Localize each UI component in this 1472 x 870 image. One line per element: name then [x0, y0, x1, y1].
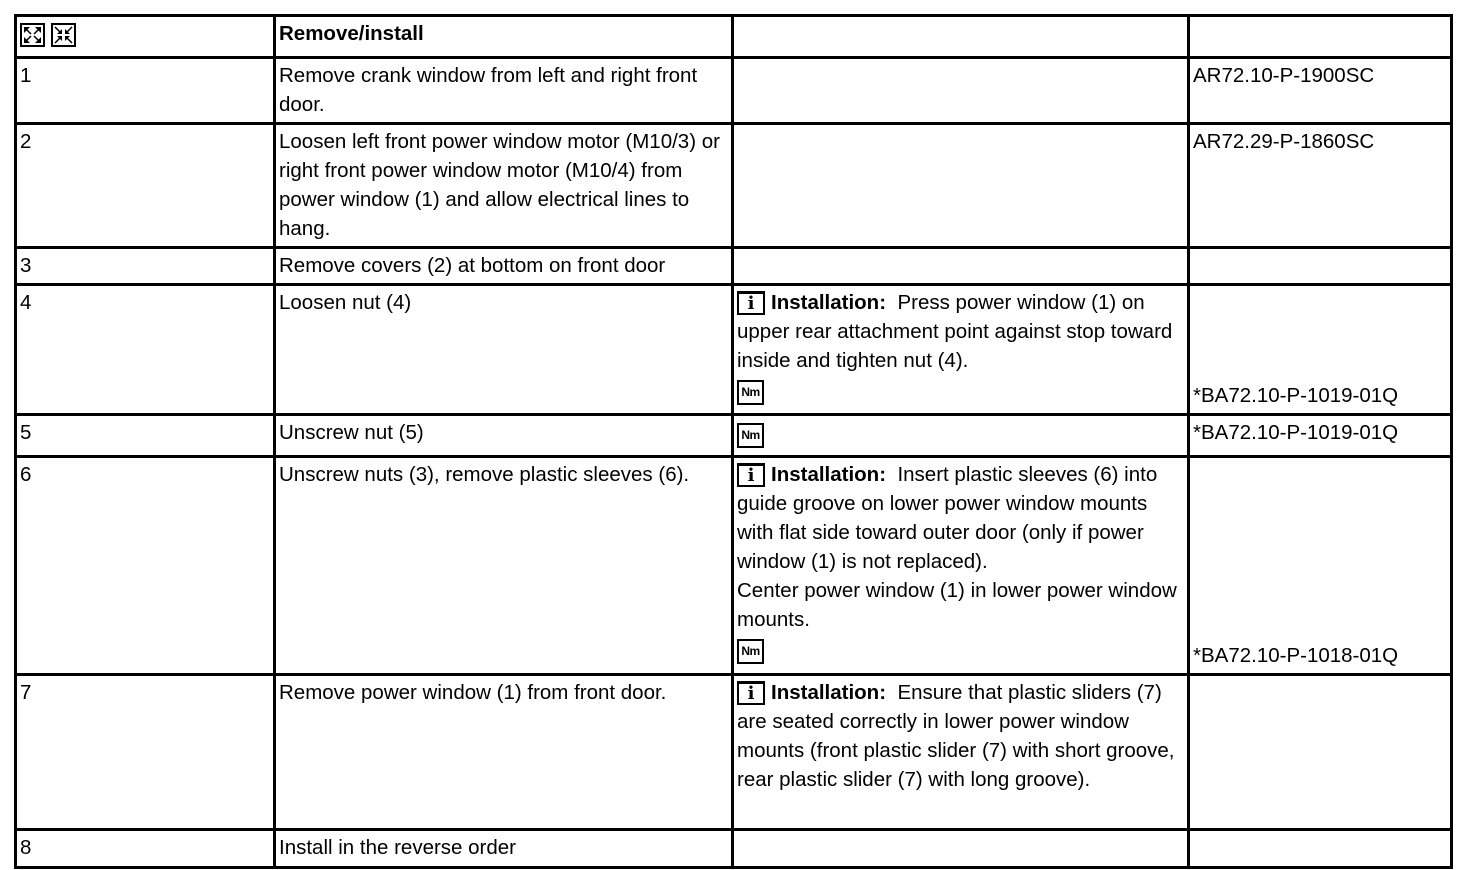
torque-icon[interactable]: Nm	[737, 380, 764, 405]
step-note	[733, 248, 1189, 285]
step-reference-cell	[1189, 285, 1452, 415]
step-note	[733, 124, 1189, 248]
step-text: Remove covers (2) at bottom on front door	[275, 248, 733, 285]
info-icon[interactable]: i	[737, 291, 765, 315]
step-number: 2	[16, 124, 275, 248]
table-row	[16, 248, 1452, 285]
table-row	[16, 285, 1452, 415]
step-reference-link[interactable]: *BA72.10-P-1019-01Q	[1189, 415, 1452, 457]
torque-icon[interactable]: Nm	[737, 423, 764, 448]
step-number: 1	[16, 58, 275, 124]
step-note	[733, 58, 1189, 124]
step-text: Install in the reverse order	[275, 830, 733, 868]
step-reference-link	[1189, 675, 1452, 830]
table-row	[16, 457, 1452, 675]
header-row	[16, 16, 1452, 58]
collapse-icon[interactable]	[51, 23, 76, 47]
table-row	[16, 830, 1452, 868]
step-reference-link	[1189, 830, 1452, 868]
table-row	[16, 675, 1452, 830]
step-note	[733, 830, 1189, 868]
step-text: Unscrew nuts (3), remove plastic sleeves (6).	[275, 457, 733, 675]
expand-icon[interactable]	[20, 23, 45, 47]
step-reference-link[interactable]: AR72.29-P-1860SC	[1189, 124, 1452, 248]
step-reference-cell	[1189, 457, 1452, 675]
header-empty-cell	[733, 16, 1189, 58]
installation-label: Installation:	[771, 681, 887, 704]
installation-label: Installation:	[771, 463, 887, 486]
info-icon[interactable]: i	[737, 681, 765, 705]
step-number: 7	[16, 675, 275, 830]
table-row	[16, 415, 1452, 457]
step-number: 8	[16, 830, 275, 868]
step-text: Remove power window (1) from front door.	[275, 675, 733, 830]
step-number: 6	[16, 457, 275, 675]
table-row	[16, 124, 1452, 248]
step-text: Unscrew nut (5)	[275, 415, 733, 457]
step-note	[733, 675, 1189, 830]
step-text: Remove crank window from left and right front door.	[275, 58, 733, 124]
header-empty-cell	[1189, 16, 1452, 58]
step-number: 4	[16, 285, 275, 415]
step-note	[733, 285, 1189, 415]
installation-note: Press power window (1) on upper rear attachment point against stop toward inside and tighten nut (4).	[737, 291, 1173, 372]
installation-note: Ensure that plastic sliders (7) are seated correctly in lower power window mounts (front plastic slider (7) with short groove, rear plastic slider (7) with long groove).	[737, 681, 1175, 791]
step-text: Loosen nut (4)	[275, 285, 733, 415]
header-icons-cell	[16, 16, 275, 58]
installation-label: Installation:	[771, 291, 887, 314]
info-icon[interactable]: i	[737, 463, 765, 487]
step-number: 5	[16, 415, 275, 457]
step-note	[733, 457, 1189, 675]
procedure-table	[14, 14, 1453, 869]
installation-note-secondary: Center power window (1) in lower power window mounts.	[737, 579, 1177, 631]
step-reference-link[interactable]: *BA72.10-P-1018-01Q	[1193, 644, 1399, 667]
torque-icon[interactable]: Nm	[737, 639, 764, 664]
step-note	[733, 415, 1189, 457]
table-row	[16, 58, 1452, 124]
step-reference-link[interactable]: AR72.10-P-1900SC	[1189, 58, 1452, 124]
step-reference-link[interactable]: *BA72.10-P-1019-01Q	[1193, 384, 1399, 407]
installation-note: Insert plastic sleeves (6) into guide groove on lower power window mounts with flat side toward outer door (only if power window (1) is not replaced).	[737, 463, 1158, 573]
step-text: Loosen left front power window motor (M10/3) or right front power window motor (M10/4) from power window (1) and allow electrical lines to hang.	[275, 124, 733, 248]
header-title: Remove/install	[275, 16, 733, 58]
step-number: 3	[16, 248, 275, 285]
step-reference-link	[1189, 248, 1452, 285]
